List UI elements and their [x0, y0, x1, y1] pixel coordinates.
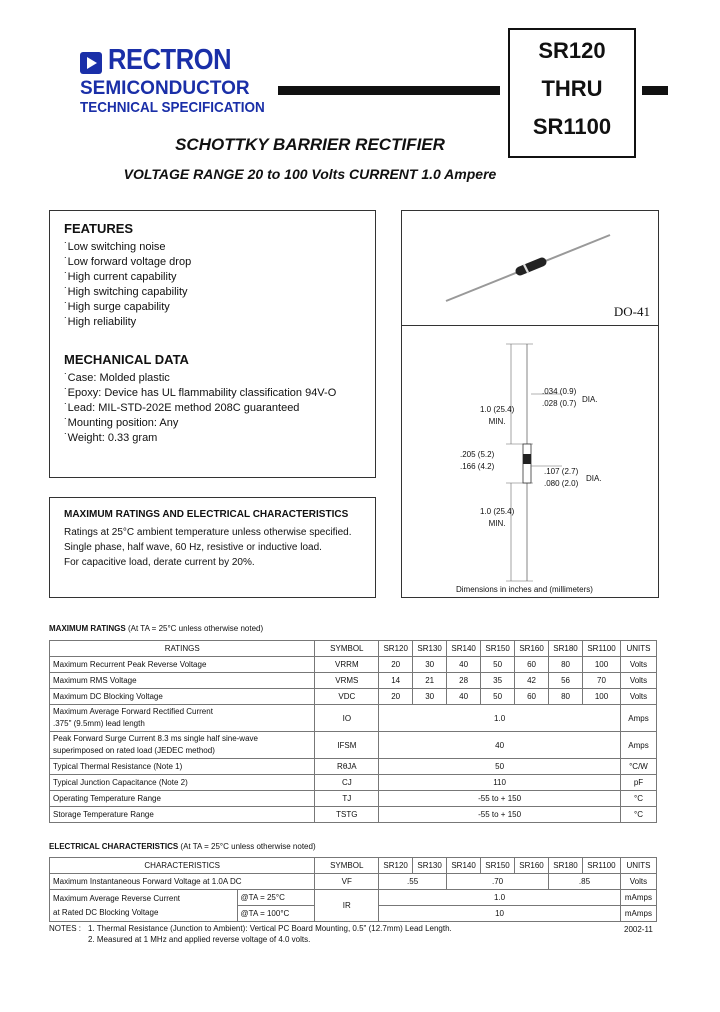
cell: 21: [413, 673, 447, 689]
row-label: Storage Temperature Range: [50, 807, 315, 823]
header-cell: SR140: [447, 641, 481, 657]
part-to: SR1100: [532, 114, 612, 139]
features-box: [49, 210, 376, 478]
cell: 100: [583, 657, 621, 673]
row-unit: Volts: [620, 673, 656, 689]
row-label-line: Maximum Average Reverse Current: [53, 893, 181, 903]
row-label-line: .375" (9.5mm) lead length: [53, 719, 145, 728]
cell: 14: [379, 673, 413, 689]
row-symbol: VRRM: [315, 657, 379, 673]
max-ratings-title: [49, 624, 263, 633]
mechanical-item: ˙ Mounting position: Any: [64, 416, 336, 431]
header-cell: SR1100: [583, 641, 621, 657]
mechanical-item: ˙ Epoxy: Device has UL flammability classification 94V-O: [64, 386, 336, 401]
row-symbol: IFSM: [315, 732, 379, 759]
table-row: [50, 705, 657, 732]
header-cell: UNITS: [620, 641, 656, 657]
row-symbol: TJ: [315, 791, 379, 807]
cell: 60: [515, 657, 549, 673]
package-name: DO-41: [613, 304, 650, 319]
note-2: 2. Measured at 1 MHz and applied reverse voltage of 4.0 volts.: [88, 935, 311, 944]
row-label: Maximum Recurrent Peak Reverse Voltage: [50, 657, 315, 673]
row-unit: Amps: [620, 732, 656, 759]
header-cell: SR180: [548, 858, 582, 874]
cell: 1.0: [379, 890, 621, 906]
cell: 60: [515, 689, 549, 705]
dim-body-dia-min: .080 (2.0): [544, 479, 579, 488]
dim-lead-dia-max: .034 (0.9): [542, 387, 577, 396]
dim-lead-length-bottom: 1.0 (25.4): [480, 507, 515, 516]
feature-item: ˙ High reliability: [64, 315, 191, 330]
mechanical-item: ˙ Case: Molded plastic: [64, 371, 336, 386]
row-label-line: Peak Forward Surge Current 8.3 ms single half sine-wave: [53, 734, 258, 743]
mechanical-item: ˙ Weight: 0.33 gram: [64, 431, 336, 446]
dim-lead-dia-min: .028 (0.7): [542, 399, 577, 408]
table-row: [50, 732, 657, 759]
doc-title: SCHOTTKY BARRIER RECTIFIER: [175, 135, 445, 154]
brand-name: RECTRON: [108, 44, 232, 76]
row-label: [50, 732, 315, 759]
condition-cell: @TA = 100°C: [237, 906, 315, 922]
row-symbol: VDC: [315, 689, 379, 705]
elec-table: [49, 857, 657, 922]
ratings-notice-heading: MAXIMUM RATINGS AND ELECTRICAL CHARACTERISTICS: [64, 509, 349, 520]
header-cell: SYMBOL: [315, 858, 379, 874]
row-unit: mAmps: [620, 906, 656, 922]
doc-date: 2002-11: [624, 925, 653, 934]
condition-cell: @TA = 25°C: [237, 890, 315, 906]
table-row: [50, 657, 657, 673]
cell: 1.0: [379, 705, 621, 732]
row-unit: °C/W: [620, 759, 656, 775]
max-ratings-title-text: MAXIMUM RATINGS: [49, 624, 126, 633]
row-unit: mAmps: [620, 890, 656, 906]
features-heading: FEATURES: [64, 221, 134, 236]
dim-body-dia-label: DIA.: [586, 474, 602, 483]
cell: .55: [379, 874, 447, 890]
rectron-logo-icon: [80, 52, 102, 74]
cell: 40: [379, 732, 621, 759]
feature-item: ˙ High current capability: [64, 270, 191, 285]
mechanical-item: ˙ Lead: MIL-STD-202E method 208C guaranteed: [64, 401, 336, 416]
row-unit: Amps: [620, 705, 656, 732]
table-header-row: [50, 641, 657, 657]
row-symbol: RθJA: [315, 759, 379, 775]
row-unit: Volts: [620, 874, 656, 890]
cell: 100: [583, 689, 621, 705]
header-cell: UNITS: [620, 858, 656, 874]
cell: .85: [548, 874, 620, 890]
row-label: [50, 705, 315, 732]
row-unit: °C: [620, 807, 656, 823]
dim-min-bottom: MIN.: [488, 519, 506, 528]
mechanical-heading: MECHANICAL DATA: [64, 352, 189, 367]
header-bar-right: [642, 86, 668, 95]
header-cell: CHARACTERISTICS: [50, 858, 315, 874]
dim-body-dia-max: .107 (2.7): [544, 467, 579, 476]
row-unit: Volts: [620, 689, 656, 705]
feature-item: ˙ Low forward voltage drop: [64, 255, 191, 270]
part-thru: THRU: [541, 76, 603, 101]
notes-body: [88, 923, 452, 945]
ratings-notice-line: For capacitive load, derate current by 20%.: [64, 557, 255, 568]
dimension-note: Dimensions in inches and (millimeters): [456, 585, 593, 594]
row-label: Maximum DC Blocking Voltage: [50, 689, 315, 705]
cell: 40: [447, 657, 481, 673]
table-row: [50, 775, 657, 791]
row-unit: Volts: [620, 657, 656, 673]
cell: 50: [379, 759, 621, 775]
cell: 28: [447, 673, 481, 689]
header-cell: SR160: [515, 858, 549, 874]
cell: 70: [583, 673, 621, 689]
ratings-notice-line: Single phase, half wave, 60 Hz, resistive or inductive load.: [64, 542, 322, 553]
table-row: [50, 673, 657, 689]
package-photo-box: [401, 210, 659, 327]
elec-title-text: ELECTRICAL CHARACTERISTICS: [49, 842, 179, 851]
brand-semiconductor: SEMICONDUCTOR: [80, 78, 250, 99]
table-row: [50, 874, 657, 890]
table-row: [50, 807, 657, 823]
note-1: 1. Thermal Resistance (Junction to Ambient): Vertical PC Board Mounting, 0.5" (12.7mm) Lead Length.: [88, 924, 452, 933]
table-row: [50, 890, 657, 906]
dim-body-len-max: .205 (5.2): [460, 450, 495, 459]
table-row: [50, 791, 657, 807]
row-label: Maximum Instantaneous Forward Voltage at 1.0A DC: [50, 874, 315, 890]
row-symbol: TSTG: [315, 807, 379, 823]
cell: 80: [549, 657, 583, 673]
header-cell: SR160: [515, 641, 549, 657]
dimension-drawing: [402, 326, 658, 597]
cell: 56: [549, 673, 583, 689]
row-symbol: VRMS: [315, 673, 379, 689]
header-cell: SR130: [413, 858, 447, 874]
feature-item: ˙ High surge capability: [64, 300, 191, 315]
cell: 40: [447, 689, 481, 705]
cell: 30: [413, 657, 447, 673]
cell: -55 to + 150: [379, 807, 621, 823]
header-cell: RATINGS: [50, 641, 315, 657]
row-label: Typical Junction Capacitance (Note 2): [50, 775, 315, 791]
row-symbol: IO: [315, 705, 379, 732]
row-symbol: IR: [315, 890, 379, 922]
max-ratings-table: [49, 640, 657, 823]
header-cell: SR140: [447, 858, 481, 874]
row-label: [50, 890, 238, 922]
cell: 50: [481, 657, 515, 673]
row-label-line: Maximum Average Forward Rectified Current: [53, 707, 213, 716]
header-cell: SR150: [481, 858, 515, 874]
header-cell: SR120: [379, 641, 413, 657]
dimension-drawing-box: [401, 325, 659, 598]
ratings-notice-box: [49, 497, 376, 598]
brand-techspec: TECHNICAL SPECIFICATION: [80, 99, 265, 116]
cell: 20: [379, 689, 413, 705]
row-label-line: at Rated DC Blocking Voltage: [53, 907, 159, 917]
part-from: SR120: [538, 38, 606, 63]
header-cell: SR120: [379, 858, 413, 874]
elec-title-note: (At TA = 25°C unless otherwise noted): [180, 842, 316, 851]
header-cell: SYMBOL: [315, 641, 379, 657]
cell: 110: [379, 775, 621, 791]
dim-min-top: MIN.: [488, 417, 506, 426]
cell: 35: [481, 673, 515, 689]
max-ratings-title-note: (At TA = 25°C unless otherwise noted): [127, 624, 264, 633]
table-row: [50, 689, 657, 705]
ratings-notice-line: Ratings at 25°C ambient temperature unless otherwise specified.: [64, 527, 352, 538]
cell: 50: [481, 689, 515, 705]
header-cell: SR1100: [582, 858, 620, 874]
cell: 42: [515, 673, 549, 689]
row-symbol: VF: [315, 874, 379, 890]
dim-lead-dia-label: DIA.: [582, 395, 598, 404]
row-label: Operating Temperature Range: [50, 791, 315, 807]
dim-body-len-min: .166 (4.2): [460, 462, 495, 471]
cell: 80: [549, 689, 583, 705]
cell: 30: [413, 689, 447, 705]
notes-label: NOTES :: [49, 924, 82, 933]
row-label: Typical Thermal Resistance (Note 1): [50, 759, 315, 775]
elec-title: [49, 842, 316, 851]
row-unit: °C: [620, 791, 656, 807]
row-label: Maximum RMS Voltage: [50, 673, 315, 689]
cell: -55 to + 150: [379, 791, 621, 807]
table-row: [50, 759, 657, 775]
dim-lead-length-top: 1.0 (25.4): [480, 405, 515, 414]
row-label-line: superimposed on rated load (JEDEC method): [53, 746, 215, 755]
doc-subtitle: VOLTAGE RANGE 20 to 100 Volts CURRENT 1.0 Ampere: [123, 166, 497, 182]
table-header-row: [50, 858, 657, 874]
header-cell: SR130: [413, 641, 447, 657]
header-cell: SR180: [549, 641, 583, 657]
feature-item: ˙ Low switching noise: [64, 240, 191, 255]
cell: 10: [379, 906, 621, 922]
cell: .70: [447, 874, 549, 890]
header-cell: SR150: [481, 641, 515, 657]
header-bar-left: [278, 86, 500, 95]
row-unit: pF: [620, 775, 656, 791]
cell: 20: [379, 657, 413, 673]
row-symbol: CJ: [315, 775, 379, 791]
feature-item: ˙ High switching capability: [64, 285, 191, 300]
